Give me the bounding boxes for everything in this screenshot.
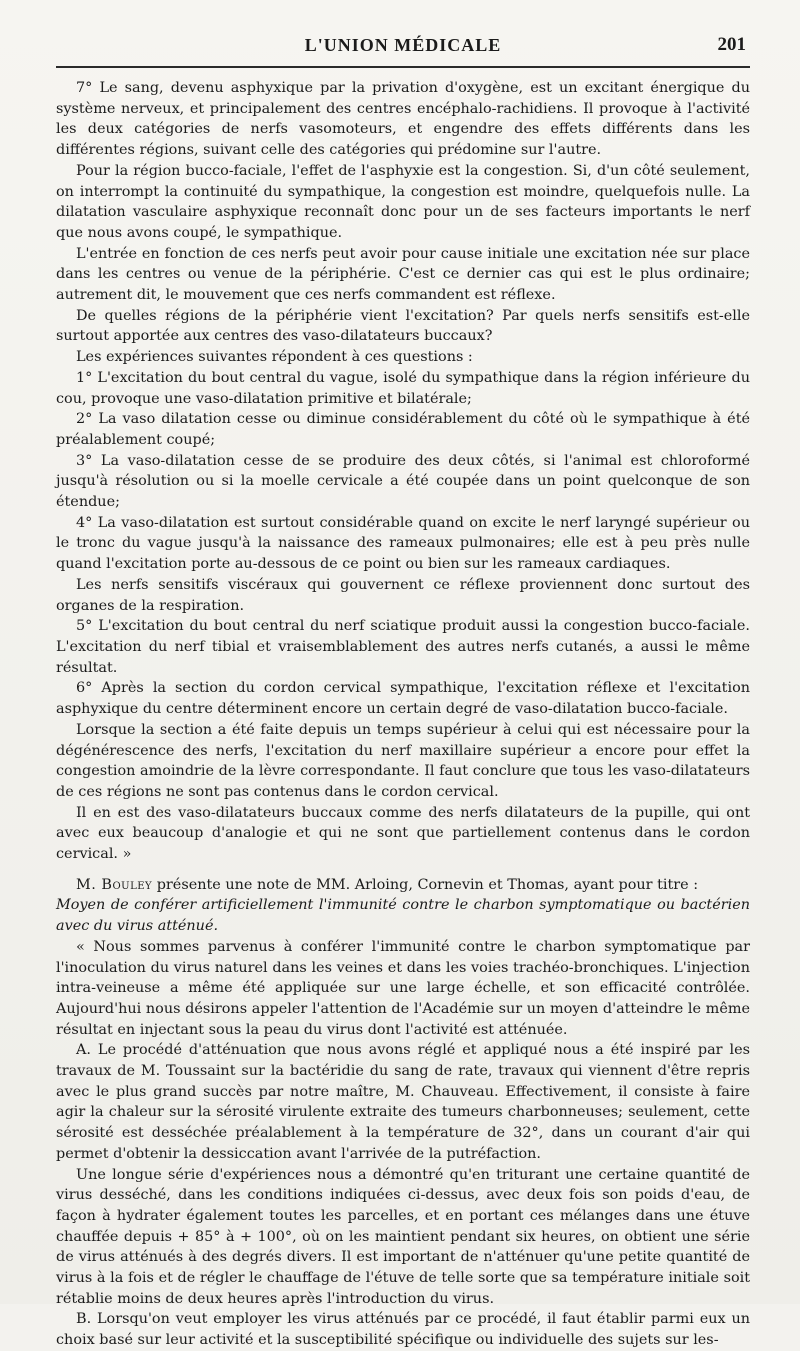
paragraph: « Nous sommes parvenus à conférer l'immunité contre le charbon symptomatique par l'inoculation du virus naturel dans les veines et dans les voies trachéo-bronchiques. L'injection intra-veineuse a même été appliquée sur une large échelle, et son efficacité contrôlée. Aujourd'hui nous désirons appeler l'attention de l'Académie sur un moyen d'atteindre le même résultat en injectant sous la peau du virus dont l'activité est atténuée.	[56, 938, 750, 1038]
paragraph: 2° La vaso dilatation cesse ou diminue considérablement du côté où le sympathique à été préalablement coupé;	[56, 411, 750, 448]
paragraph: 3° La vaso-dilatation cesse de se produire des deux côtés, si l'animal est chloroformé jusqu'à résolution ou si la moelle cervicale a été coupée dans un point quelconque de son étendue;	[56, 452, 750, 511]
article-body	[56, 78, 750, 1351]
paragraph: B. Lorsqu'on veut employer les virus atténués par ce procédé, il faut établir parmi eux un choix basé sur leur activité et la susceptibilité spécifique ou individuelle des sujets sur les-	[56, 1311, 750, 1349]
paragraph: 4° La vaso-dilatation est surtout considérable quand on excite le nerf laryngé supérieur ou le tronc du vague jusqu'à la naissance des rameaux pulmonaires; elle est à peu près nulle quand l'excitation porte au-dessous de ce point ou bien sur les rameaux cardiaques.	[56, 514, 750, 573]
paragraph-communication	[56, 875, 750, 896]
paragraph: Les expériences suivantes répondent à ces questions :	[76, 349, 473, 366]
paragraph: Lorsque la section a été faite depuis un temps supérieur à celui qui est nécessaire pour la dégénérescence des nerfs, l'excitation du nerf maxillaire supérieur a encore pour effet la congestion amoindrie de la lèvre correspondante. Il faut conclure que tous les vaso-dilatateurs de ces régions ne sont pas contenus dans le cordon cervical.	[56, 721, 750, 800]
paragraph: Il en est des vaso-dilatateurs buccaux comme des nerfs dilatateurs de la pupille, qui ont avec eux beaucoup d'analogie et qui ne sont que partiellement contenus dans le cordon cervical. »	[56, 804, 750, 863]
paragraph: 1° L'excitation du bout central du vague, isolé du sympathique dans la région inférieure du cou, provoque une vaso-dilatation primitive et bilatérale;	[56, 369, 750, 407]
speaker-text: présente une note de MM. Arloing, Cornevin et Thomas, ayant pour titre :	[152, 876, 699, 893]
paragraph: 6° Après la section du cordon cervical sympathique, l'excitation réflexe et l'excitation asphyxique du centre déterminent encore un certain degré de vaso-dilatation bucco-faciale.	[56, 680, 750, 718]
speaker-name: M. Bouley	[76, 876, 153, 893]
paragraph: De quelles régions de la périphérie vient l'excitation? Par quels nerfs sensitifs est-elle surtout apportée aux centres des vaso-dilatateurs buccaux?	[56, 307, 750, 345]
paragraph: Pour la région bucco-faciale, l'effet de l'asphyxie est la congestion. Si, d'un côté seulement, on interrompt la continuité du sympathique, la congestion est moindre, quelquefois nulle. La dilatation vasculaire asphyxique reconnaît donc pour un de ses facteurs importants le nerf que nous avons coupé, le sympathique.	[56, 162, 750, 241]
paragraph: Une longue série d'expériences nous a démontré qu'en triturant une certaine quantité de virus desséché, dans les conditions indiquées ci-dessus, avec deux fois son poids d'eau, de façon à hydrater également toutes les parcelles, et en portant ces mélanges dans une étuve chauffée depuis + 85° à + 100°, où on les maintient pendant six heures, on obtient une série de virus atténués à des degrés divers. Il est important de n'atténuer qu'une petite quantité de virus à la fois et de régler le chauffage de l'étuve de telle sorte que sa température initiale soit rétablie moins de deux heures après l'introduction du virus.	[56, 1166, 750, 1307]
header-rule	[56, 66, 750, 68]
running-title: L'UNION MÉDICALE	[304, 35, 502, 55]
note-title: Moyen de conférer artificiellement l'immunité contre le charbon symptomatique ou bactérien avec du virus atténué.	[56, 897, 750, 935]
page-number: 201	[717, 34, 746, 55]
page-header	[56, 30, 750, 60]
paragraph: 7° Le sang, devenu asphyxique par la privation d'oxygène, est un excitant énergique du système nerveux, et principalement des centres encéphalo-rachidiens. Il provoque à l'activité les deux catégories de nerfs vasomoteurs, et engendre des effets différents dans les différentes régions, suivant celle des catégories qui prédomine sur l'autre.	[56, 80, 750, 159]
paragraph: Les nerfs sensitifs viscéraux qui gouvernent ce réflexe proviennent donc surtout des organes de la respiration.	[56, 576, 750, 614]
section-gap	[56, 865, 750, 875]
paragraph: A. Le procédé d'atténuation que nous avons réglé et appliqué nous a été inspiré par les travaux de M. Toussaint sur la bactéridie du sang de rate, travaux qui viennent d'être repris avec le plus grand succès par notre maître, M. Chauveau. Effectivement, il consiste à faire agir la chaleur sur la sérosité virulente extraite des tumeurs charbonneuses; seulement, cette sérosité est desséchée préalablement à la température de 32°, dans un courant d'air qui permet d'obtenir la dessiccation avant l'arrivée de la putréfaction.	[56, 1042, 750, 1162]
paragraph: L'entrée en fonction de ces nerfs peut avoir pour cause initiale une excitation née sur place dans les centres ou venue de la périphérie. C'est ce dernier cas qui est le plus ordinaire; autrement dit, le mouvement que ces nerfs commandent est réflexe.	[56, 245, 750, 304]
paragraph: 5° L'excitation du bout central du nerf sciatique produit aussi la congestion bucco-faciale. L'excitation du nerf tibial et vraisemblablement des autres nerfs cutanés, a aussi le même résultat.	[56, 618, 750, 676]
